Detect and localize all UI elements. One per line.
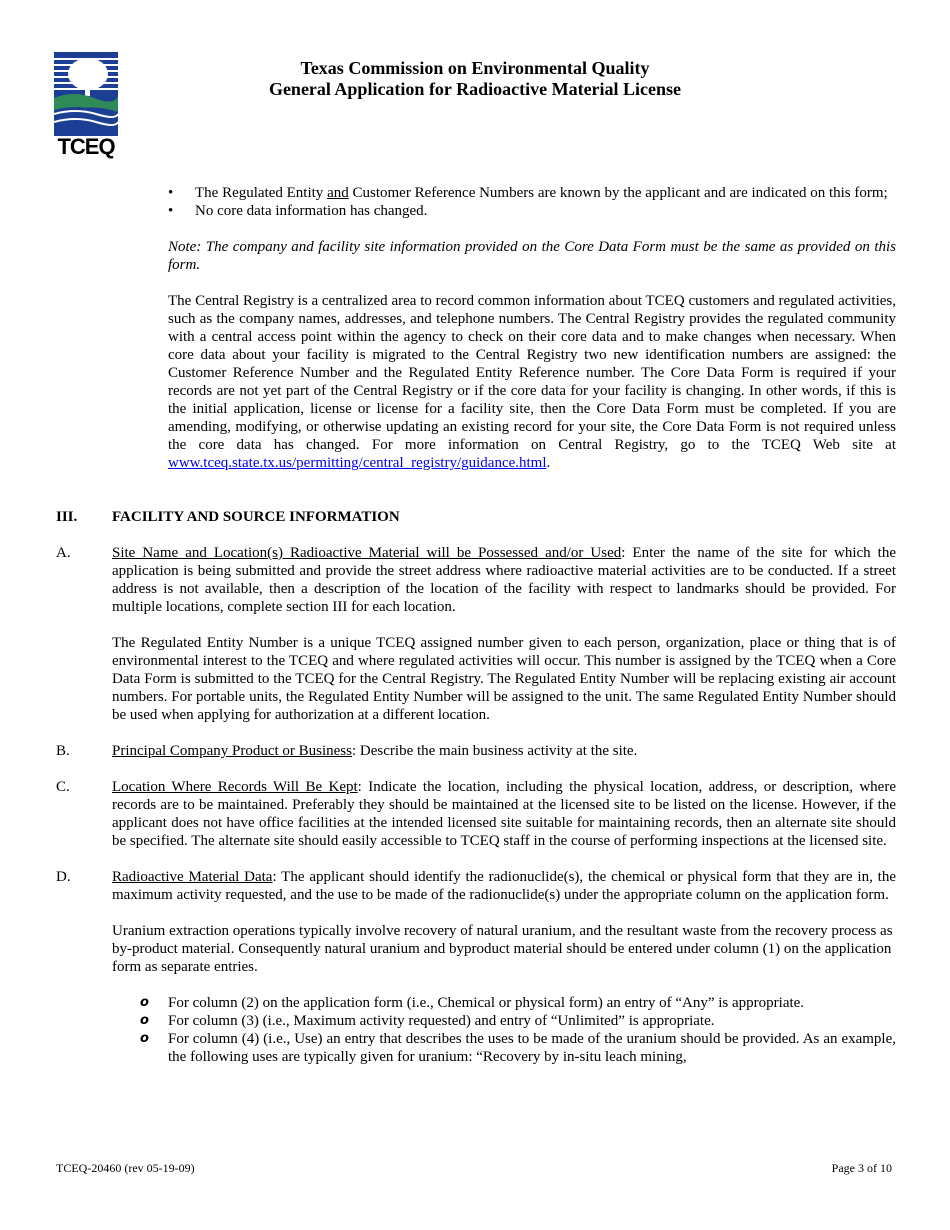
list-item: • No core data information has changed. [168,203,428,219]
logo-text: TCEQ [57,134,115,159]
section-number: III. [56,509,78,525]
column-list [112,994,896,1066]
bullet-icon: • [168,185,174,201]
list-item: o For column (3) (i.e., Maximum activity requested) and entry of “Unlimited” is appropriate. [140,1013,715,1029]
item-d: D. Radioactive Material Data: The applicant should identify the radionuclide(s), the chemical or physical form that they are in, the maximum activity requested, and the use to be made of the radionuclide(s) under the appropriate column on the application form. Uranium extraction operations typically involve recovery of natural uranium, and the resultant waste from the recovery process as by-product material. Consequently natural uranium and byproduct material should be entered under column (1) on the application form as separate entries. o For column (2) on the application form (i.e., Chemical or physical form) an entry of “Any” is appropriate. o For column (3) (i.e., Maximum activity requested) and entry of “Unlimited” is appropriate. o For column (4) (i.e., Use) an entry that describes the uses to be made of the uranium should be provided. As an example, the following uses are typically given for uranium: “Recovery by in-situ leach mining, [56,869,896,1065]
document-header [130,58,820,100]
requirement-list [168,184,896,220]
form-id: TCEQ-20460 (rev 05-19-09) [56,1161,195,1175]
item-a: A. Site Name and Location(s) Radioactive Material will be Possessed and/or Used: Enter the name of the site for which the application is being submitted and provide the street address where radioactive material activities are to be conducted. If a street address is not available, then a description of the location of the facility with respect to landmarks should be provided. For multiple locations, complete section III for each location. The Regulated Entity Number is a unique TCEQ assigned number given to each person, organization, place or thing that is of environmental interest to the TCEQ and where regulated activities will occur. This number is assigned by the TCEQ when a Core Data Form is submitted to the TCEQ for the Central Registry. The Regulated Entity Number will be replacing existing air account numbers. For portable units, the Regulated Entity Number will be assigned to the unit. The same Regulated Entity Number should be used when applying for authorization at a different location. [56,545,896,723]
document-body [56,184,896,1066]
section-title: FACILITY AND SOURCE INFORMATION [112,509,400,525]
central-registry-paragraph: The Central Registry is a centralized area to record common information about TCEQ customers and regulated activities, such as the company names, addresses, and telephone numbers. The Central Registry provides the regulated community with a central access point within the agency to check on their core data and to make changes when necessary. When core data about your facility is migrated to the Central Registry two new identification numbers are assigned: the Customer Reference Number and the Regulated Entity Reference number. The Core Data Form is required if your records are not yet part of the Central Registry or if the core data for your facility is changing. In other words, if this is the initial application, license or license for a facility site, then the Core Data Form must be completed. If you are amending, modifying, or otherwise updating an existing record for your site, the Core Data Form is not required unless the core data has changed. For more information on Central Registry, go to the TCEQ Web site at www.tceq.state.tx.us/permitting/central_registry/guidance.html. [168,293,896,471]
circle-bullet-icon: o [140,1031,149,1046]
item-b-heading: Principal Company Product or Business [112,743,352,759]
list-item: o For column (4) (i.e., Use) an entry that describes the uses to be made of the uranium should be provided. As an example, the following uses are typically given for uranium: “Recovery by in-situ leach mining, [140,1031,896,1065]
circle-bullet-icon: o [140,1013,149,1028]
circle-bullet-icon: o [140,995,149,1010]
page-footer [56,1159,892,1177]
item-a-heading: Site Name and Location(s) Radioactive Material will be Possessed and/or Used [112,545,622,561]
header-agency: Texas Commission on Environmental Quality [300,58,650,78]
item-c-heading: Location Where Records Will Be Kept [112,779,358,795]
list-item: o For column (2) on the application form (i.e., Chemical or physical form) an entry of “Any” is appropriate. [140,995,805,1011]
page-number: Page 3 of 10 [831,1161,892,1175]
tceq-logo [54,52,118,160]
list-item: • The Regulated Entity and Customer Reference Numbers are known by the applicant and are indicated on this form; [168,185,888,201]
header-form-title: General Application for Radioactive Material License [268,79,682,99]
central-registry-link[interactable]: www.tceq.state.tx.us/permitting/central_registry/guidance.html [168,455,547,471]
uranium-paragraph: Uranium extraction operations typically involve recovery of natural uranium, and the resultant waste from the recovery process as by-product material. Consequently natural uranium and byproduct material should be entered under column (1) on the application form as separate entries. [112,923,893,975]
regulated-entity-paragraph: The Regulated Entity Number is a unique TCEQ assigned number given to each person, organization, place or thing that is of environmental interest to the TCEQ and where regulated activities will occur. This number is assigned by the TCEQ when a Core Data Form is submitted to the TCEQ for the Central Registry. The Regulated Entity Number will be replacing existing air account numbers. For portable units, the Regulated Entity Number will be assigned to the unit. The same Regulated Entity Number should be used when applying for authorization at a different location. [112,635,896,723]
section-heading [56,508,896,526]
note-paragraph: Note: The company and facility site information provided on the Core Data Form must be the same as provided on this form. [168,239,896,273]
item-b: B. Principal Company Product or Business: Describe the main business activity at the site. [56,743,638,759]
bullet-icon: • [168,203,174,219]
item-c: C. Location Where Records Will Be Kept: Indicate the location, including the physical location, address, or description, where records are to be maintained. Preferably they should be maintained at the licensed site to be listed on the license. However, if the applicant does not have office facilities at the intended licensed site suitable for maintaining records, then an alternate site should be specified. The alternate site should easily accessible to TCEQ staff in the course of performing inspections at the licensed site. [56,779,896,849]
item-d-heading: Radioactive Material Data [112,869,273,885]
